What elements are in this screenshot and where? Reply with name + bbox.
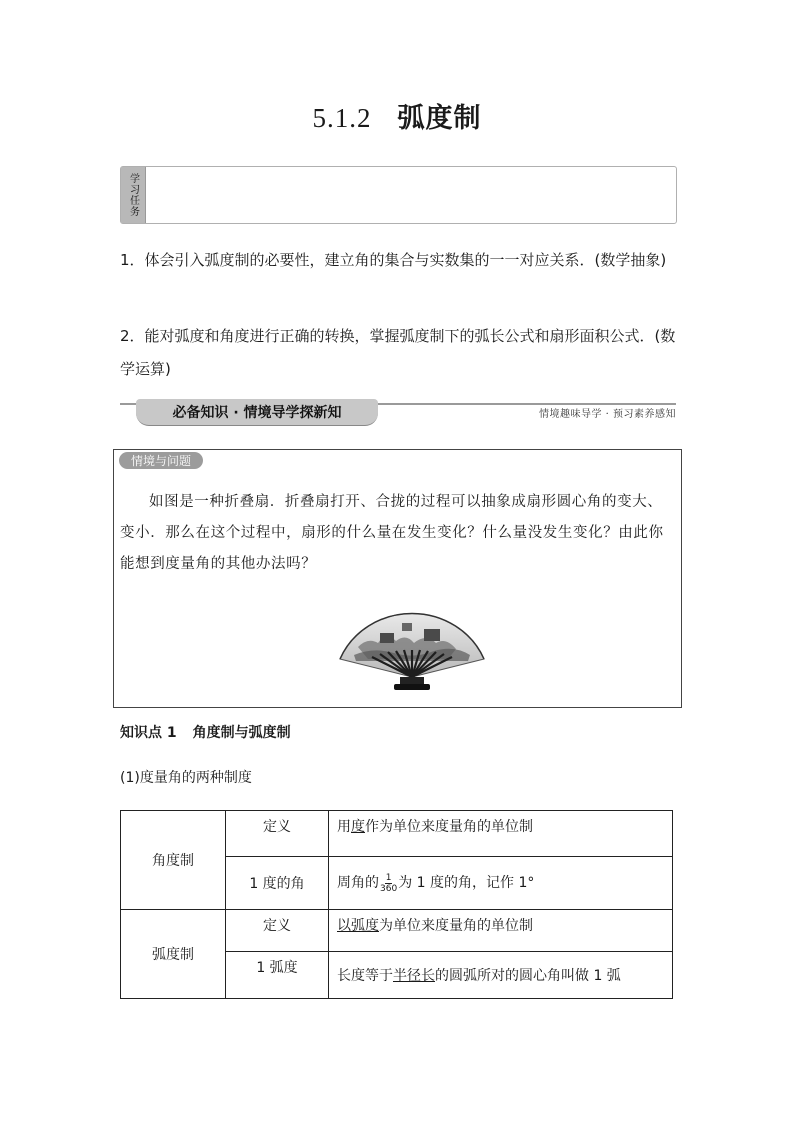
table-value: 用度作为单位来度量角的单位制 — [329, 811, 673, 857]
table-value: 周角的 $\frac{1}{360}$ 为 1 度的角，记作 1° — [329, 857, 673, 910]
table-key: 1 弧度 — [226, 952, 329, 999]
table-row — [121, 910, 673, 952]
knowledge-point-title: 角度制与弧度制 — [192, 725, 291, 741]
objective-1: 1．体会引入弧度制的必要性，建立角的集合与实数集的一一对应关系．(数学抽象) — [120, 251, 667, 269]
table-value: 长度等于半径长的圆弧所对的圆心角叫做 1 弧 — [329, 952, 673, 999]
table-key: 定义 — [226, 811, 329, 857]
table-value: 以弧度为单位来度量角的单位制 — [329, 910, 673, 952]
table-key: 定义 — [226, 910, 329, 952]
objective-2: 2．能对弧度和角度进行正确的转换，掌握弧度制下的弧长公式和扇形面积公式．(数学运算) — [120, 327, 676, 378]
section-banner: 必备知识 · 情境导学探新知 — [136, 399, 378, 426]
knowledge-point-label: 知识点 1 — [120, 725, 177, 741]
angle-systems-table — [120, 810, 673, 999]
learning-task-box — [120, 166, 677, 224]
page-title — [0, 96, 794, 135]
table-key: 1 度的角 — [226, 857, 329, 910]
table-row — [121, 811, 673, 857]
subheading: (1)度量角的两种制度 — [120, 770, 252, 786]
knowledge-point-heading — [120, 722, 291, 742]
scenario-text: 如图是一种折叠扇．折叠扇打开、合拢的过程可以抽象成扇形圆心角的变大、变小．那么在这个过程中，扇形的什么量在发生变化？什么量没发生变化？由此你能想到度量角的其他办法吗？ — [120, 494, 664, 572]
learning-task-tag: 学习任务 — [121, 167, 146, 223]
banner-subtitle: 情境趣味导学 · 预习素养感知 — [538, 409, 676, 420]
scenario-tag: 情境与问题 — [119, 452, 203, 469]
group-radian: 弧度制 — [121, 910, 226, 999]
section-number: 5.1.2 — [312, 103, 372, 133]
section-name: 弧度制 — [397, 103, 482, 134]
group-degree: 角度制 — [121, 811, 226, 910]
fraction: $\frac{1}{360}$ — [380, 872, 398, 894]
folding-fan-picture — [328, 597, 496, 695]
